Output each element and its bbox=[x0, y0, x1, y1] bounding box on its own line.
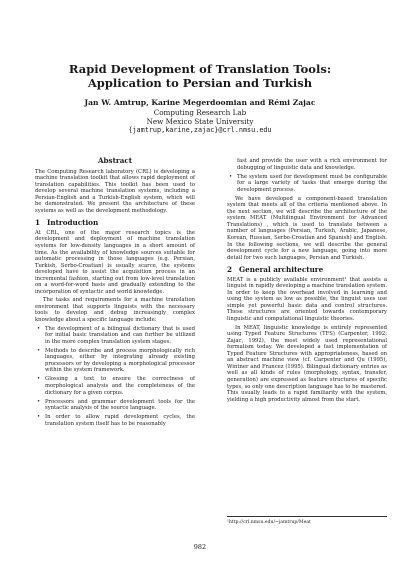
requirements-list-continued bbox=[227, 158, 387, 193]
list-item: • The system used for development must be configurable for a large variety of tasks that emerge during the development process. bbox=[229, 173, 387, 193]
bullet-icon: • bbox=[37, 414, 41, 421]
left-column bbox=[35, 158, 195, 430]
paper-title-line-1: Rapid Development of Translation Tools: bbox=[68, 62, 332, 76]
affiliation-university: New Mexico State University bbox=[146, 116, 254, 126]
affiliation-lab: Computing Research Lab bbox=[153, 107, 247, 117]
list-item: • In order to allow rapid development cycles, the translation system itself has to be reasonably bbox=[37, 414, 195, 427]
bullet-icon: • bbox=[229, 173, 233, 180]
requirements-list bbox=[35, 326, 195, 428]
intro-paragraph-3: We have developed a component-based translation system that meets all of the criteria mentioned above. In the next section, we will describe the architecture of the system MEAT (Multilingual Environment for Advanced Translations) , which is used to translate between a number of languages (Persian, Turkish, Arabic, Japanese, Korean, Russian, Serbo-Croatian and Spanish) and English. In the following sections, we will describe the general development cycle for a new language, going into more detail for two such languages, Persian and Turkish. bbox=[227, 195, 387, 261]
list-item: • Glossing a text to ensure the correctness of morphological analysis and the completeness of the dictionary for a given corpus. bbox=[37, 376, 195, 396]
bullet-icon: • bbox=[37, 376, 41, 383]
intro-paragraph-1: At CRL, one of the major research topics is the development and deployment of machine translation systems for low-density languages in a short amount of time. As the availability of knowledge sources suitable for automatic processing in those languages (e.g. Persian, Turkish, Serbo-Croatian) is usually scarce, the systems developed have to assist the acquisition process in an incremental fashion, starting out from low-level translation on a word-for-word basis and gradually extending to the incorporation of syntactic and world knowledge. bbox=[35, 229, 195, 295]
paper-header bbox=[0, 62, 400, 135]
abstract-heading: Abstract bbox=[97, 156, 133, 165]
list-item-continuation: fast and provide the user with a rich environment for debugging of linguistic data and knowledge. bbox=[237, 158, 387, 171]
section-heading-general-architecture bbox=[227, 267, 387, 274]
list-item: • Methods to describe and process morphologically rich languages, either by integrating already existing processors or by developing a morphological processor within the system framework. bbox=[37, 347, 195, 374]
section-number: 2 bbox=[227, 265, 233, 275]
list-item: • The development of a bilingual dictionary that is used for initial basic translation and can further be utilized in the more complex translation system stages. bbox=[37, 325, 195, 345]
bullet-icon: • bbox=[37, 347, 41, 354]
page-number: 982 bbox=[193, 543, 207, 551]
section-heading-introduction bbox=[35, 220, 195, 227]
section-number: 1 bbox=[35, 218, 41, 228]
authors: Jan W. Amtrup, Karine Megerdoomian and Rémi Zajac bbox=[84, 98, 316, 107]
intro-paragraph-2: The tasks and requirements for a machine translation environment that supports linguists with the necessary tools to develop and debug increasingly complex knowledge about a specific language include: bbox=[35, 297, 195, 324]
arch-paragraph-1: MEAT is a publicly available environment¹ that assists a linguist in rapidly developing a machine translation system. In order to keep the overhead involved in learning and using the system as low as possible, the linguist uses use simple yet powerful basic data and control structures. These structures are oriented towards contemporary linguistic and computational linguistic theories. bbox=[227, 276, 387, 323]
paper-title-line-2: Application to Persian and Turkish bbox=[87, 76, 313, 90]
right-column bbox=[227, 158, 387, 405]
footnote: ¹http://crl.nmsu.edu/~jamtrup/Meat bbox=[227, 516, 387, 526]
section-title: General architecture bbox=[239, 265, 324, 275]
author-emails: {jamtrup,karine,zajac}@crl.nmsu.edu bbox=[128, 125, 272, 134]
list-item: • Processors and grammar development tools for the syntactic analysis of the source language. bbox=[37, 398, 195, 412]
section-title: Introduction bbox=[47, 218, 99, 228]
bullet-icon: • bbox=[37, 398, 41, 405]
bullet-icon: • bbox=[37, 325, 41, 332]
arch-paragraph-2: In MEAT, linguistic knowledge is entirely represented using Typed Feature Structures (TFS) (Carpenter, 1992; Zajac, 1992), the most widely used representational formalism today. We developed a fast implementation of Typed Feature Structures with appropriateness, based on an abstract machine view (cf. Carpenter and Qu (1995), Wintner and Francez (1995). Bilingual dictionary entries as well as all kinds of rules (morphology, syntax, transfer, generation) are expressed as feature structures of specific types, so only one description language has to be mastered. This usually leads to a rapid familiarity with the system, yielding a high productivity almost from the start. bbox=[227, 324, 387, 403]
abstract-text: The Computing Research laboratory (CRL) is developing a machine translation toolkit that allows rapid deployment of translation capabilities. This toolkit has been used to develop several machine translation systems, including a Persian-English and a Turkish-English system, which will be demonstrated. We present the architecture of these systems as well as the development methodology. bbox=[35, 168, 195, 214]
